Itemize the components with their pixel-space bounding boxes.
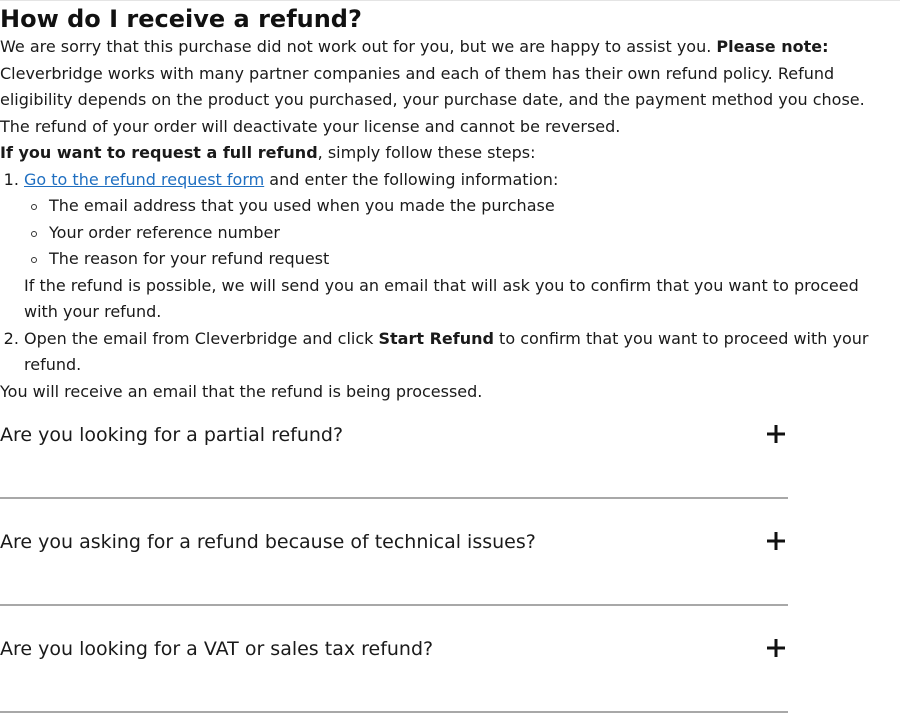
required-info-list [24, 193, 880, 273]
refund-step-2 [24, 326, 880, 379]
refund-request-form-link[interactable]: Go to the refund request form [24, 169, 265, 189]
plus-icon[interactable] [764, 420, 788, 448]
faq-accordion [0, 404, 788, 725]
step1-note: If the refund is possible, we will send you an email that will ask you to confirm that you want to proceed with your refund. [24, 275, 859, 321]
refund-step-1 [24, 167, 880, 326]
accordion-divider [0, 497, 788, 499]
start-refund-label: Start Refund [378, 328, 494, 348]
list-item: The email address that you used when you made the purchase [46, 193, 880, 220]
full-refund-rest: , simply follow these steps: [317, 143, 536, 162]
accordion-divider [0, 711, 788, 713]
accordion-item-technical-issues[interactable] [0, 511, 788, 618]
refund-steps-list [0, 167, 880, 379]
plus-icon[interactable] [764, 634, 788, 662]
page-title: How do I receive a refund? [0, 5, 362, 33]
plus-icon[interactable] [764, 527, 788, 555]
accordion-item-vat-refund[interactable] [0, 618, 788, 725]
article-content [0, 4, 880, 405]
full-refund-intro [0, 140, 880, 167]
intro-text: We are sorry that this purchase did not work out for you, but we are happy to assist you. [0, 37, 717, 56]
top-divider [0, 0, 900, 1]
list-item: Your order reference number [46, 220, 880, 247]
list-item: The reason for your refund request [46, 246, 880, 273]
closing-paragraph: You will receive an email that the refund is being processed. [0, 381, 483, 401]
intro-note-label: Please note: [716, 37, 829, 56]
step2-post-text: to confirm that you want to proceed with your refund. [24, 328, 869, 374]
accordion-item-label: Are you asking for a refund because of technical issues? [0, 531, 536, 553]
accordion-item-partial-refund[interactable] [0, 404, 788, 511]
step1-rest-text: and enter the following information: [264, 169, 559, 189]
intro-paragraph [0, 34, 880, 140]
full-refund-bold: If you want to request a full refund [0, 143, 318, 162]
intro-rest-text: Cleverbridge works with many partner companies and each of them has their own refund policy. Refund eligibility depends on the product you purchased, your purchase date, and the payment method you chose. The refund of your order will deactivate your license and cannot be reversed. [0, 63, 865, 136]
accordion-item-label: Are you looking for a VAT or sales tax refund? [0, 638, 434, 660]
step2-pre-text: Open the email from Cleverbridge and click [24, 328, 379, 348]
accordion-item-label: Are you looking for a partial refund? [0, 424, 344, 446]
accordion-divider [0, 604, 788, 606]
